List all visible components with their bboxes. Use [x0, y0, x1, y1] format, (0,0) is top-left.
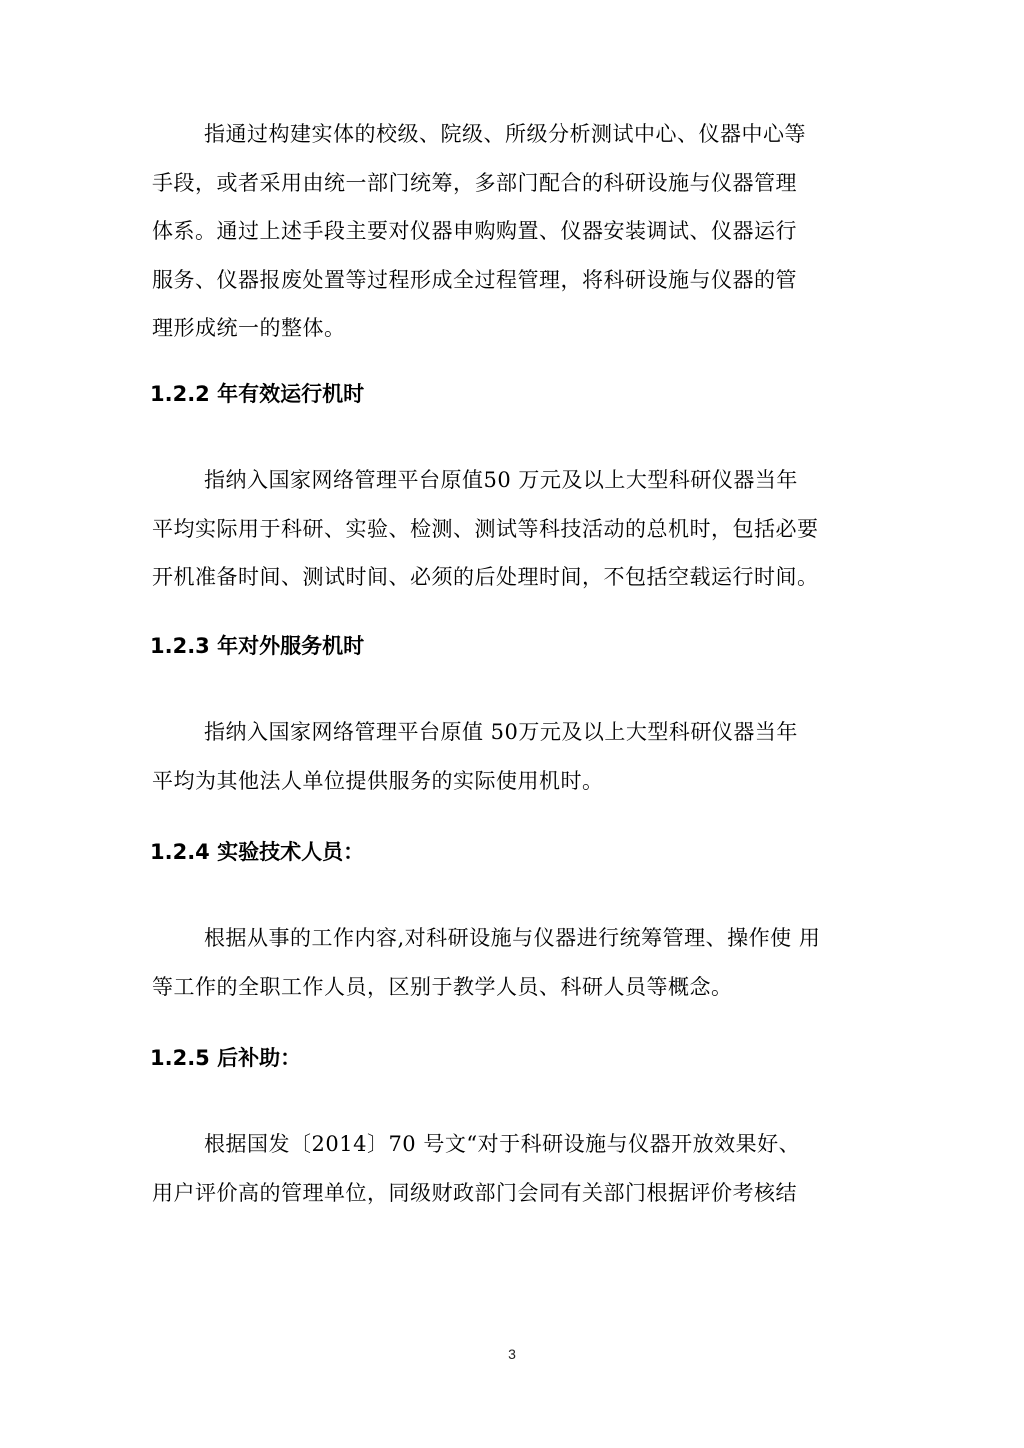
paragraph-external-service-hours [152, 708, 874, 805]
text-line: 服务、仪器报废处置等过程形成全过程管理，将科研设施与仪器的管 [152, 267, 797, 292]
text-line: 根据从事的工作内容,对科研设施与仪器进行统筹管理、操作使 用 [204, 926, 821, 950]
text-line: 手段，或者采用由统一部门统筹，多部门配合的科研设施与仪器管理 [152, 170, 797, 195]
section-heading-1-2-2: 1.2.2 年有效运行机时 [150, 382, 365, 406]
text-line: 等工作的全职工作人员，区别于教学人员、科研人员等概念。 [152, 974, 733, 999]
section-heading-1-2-4: 1.2.4 实验技术人员： [150, 840, 365, 864]
section-heading-1-2-5: 1.2.5 后补助： [150, 1046, 302, 1070]
paragraph-annual-effective-hours [152, 456, 874, 602]
text-line: 指纳入国家网络管理平台原值50 万元及以上大型科研仪器当年 [204, 468, 798, 492]
paragraph-technical-staff [152, 914, 874, 1011]
text-line: 平均实际用于科研、实验、检测、测试等科技活动的总机时，包括必要 [152, 516, 819, 541]
section-heading-1-2-3: 1.2.3 年对外服务机时 [150, 634, 365, 658]
text-line: 理形成统一的整体。 [152, 316, 346, 340]
text-line: 指通过构建实体的校级、院级、所级分析测试中心、仪器中心等 [204, 122, 806, 146]
text-line: 体系。通过上述手段主要对仪器申购购置、仪器安装调试、仪器运行 [152, 219, 797, 243]
text-line: 用户评价高的管理单位，同级财政部门会同有关部门根据评价考核结 [152, 1180, 797, 1205]
text-line: 指纳入国家网络管理平台原值 50万元及以上大型科研仪器当年 [204, 720, 798, 744]
text-line: 根据国发〔2014〕70 号文“对于科研设施与仪器开放效果好、 [204, 1132, 801, 1156]
paragraph-definition-management-system [152, 110, 874, 353]
paragraph-post-subsidy [152, 1120, 874, 1217]
page-number: 3 [508, 1346, 516, 1362]
text-line: 开机准备时间、测试时间、必须的后处理时间，不包括空载运行时间。 [152, 565, 819, 589]
text-line: 平均为其他法人单位提供服务的实际使用机时。 [152, 768, 604, 793]
